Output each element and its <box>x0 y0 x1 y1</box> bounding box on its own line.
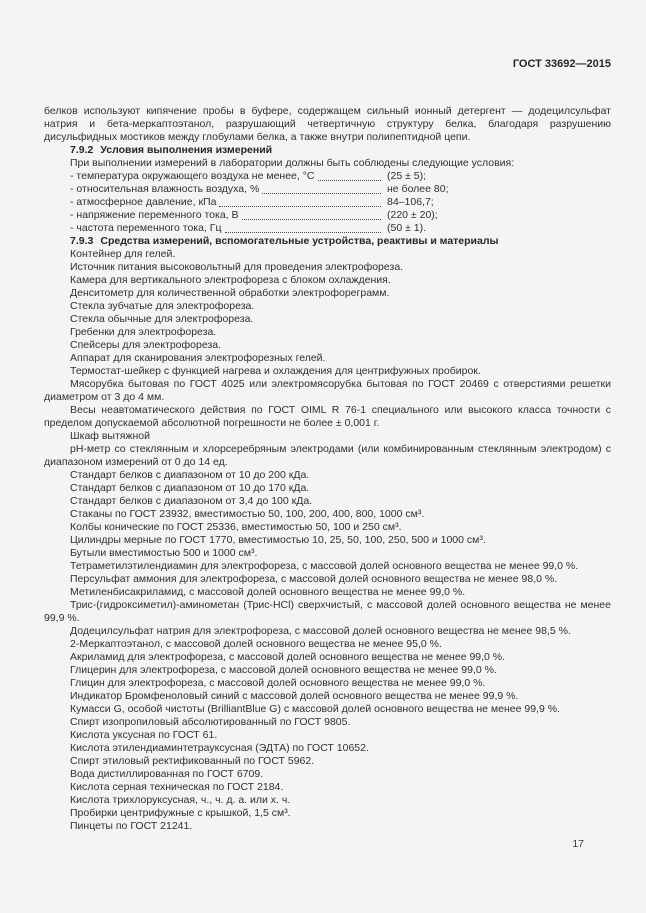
equipment-item: Мясорубка бытовая по ГОСТ 4025 или электромясорубка бытовая по ГОСТ 20469 с отверстиями решетки диаметром от 3 до 4 мм. <box>44 378 611 403</box>
condition-row <box>70 222 611 235</box>
equipment-item: Бутыли вместимостью 500 и 1000 см³. <box>70 547 258 559</box>
condition-row <box>70 209 611 222</box>
equipment-item: Акриламид для электрофореза, с массовой долей основного вещества не менее 99,0 %. <box>70 651 506 663</box>
equipment-item: Цилиндры мерные по ГОСТ 1770, вместимостью 10, 25, 50, 100, 250, 500 и 1000 см³. <box>70 534 486 546</box>
condition-lead <box>70 222 383 235</box>
equipment-item: Стандарт белков с диапазоном от 3,4 до 100 кДа. <box>70 495 313 507</box>
condition-value: (220 ± 20); <box>387 209 438 221</box>
conditions-list <box>44 170 611 235</box>
equipment-item: Индикатор Бромфеноловый синий с массовой долей основного вещества не менее 99,9 %. <box>70 690 519 702</box>
condition-value: 84–106,7; <box>387 196 434 208</box>
dotted-leader <box>242 209 381 220</box>
section-number: 7.9.2 <box>70 144 94 156</box>
section-title: Средства измерений, вспомогательные устройства, реактивы и материалы <box>100 235 499 247</box>
equipment-item: Стандарт белков с диапазоном от 10 до 200 кДа. <box>70 469 310 481</box>
equipment-item: Кислота уксусная по ГОСТ 61. <box>70 729 218 741</box>
condition-label: - частота переменного тока, Гц <box>70 222 222 234</box>
conditions-lead: При выполнении измерений в лаборатории должны быть соблюдены следующие условия: <box>70 157 515 169</box>
equipment-item: Стандарт белков с диапазоном от 10 до 170 кДа. <box>70 482 310 494</box>
equipment-item: Камера для вертикального электрофореза с блоком охлаждения. <box>70 274 391 286</box>
dotted-leader <box>318 170 381 181</box>
section-title: Условия выполнения измерений <box>100 144 273 156</box>
condition-row <box>70 170 611 183</box>
equipment-item: Кислота трихлоруксусная, ч., ч. д. а. или х. ч. <box>70 794 291 806</box>
equipment-item: Источник питания высоковольтный для проведения электрофореза. <box>70 261 404 273</box>
condition-value: не более 80; <box>387 183 449 195</box>
equipment-item: Глицерин для электрофореза, с массовой долей основного вещества не менее 99,0 %. <box>70 664 497 676</box>
condition-label: - напряжение переменного тока, В <box>70 209 239 221</box>
equipment-item: Додецилсульфат натрия для электрофореза, с массовой долей основного вещества не менее 98,5 %. <box>70 625 571 637</box>
page-header <box>44 58 611 71</box>
equipment-item: Кислота серная техническая по ГОСТ 2184. <box>70 781 284 793</box>
equipment-item: Шкаф вытяжной <box>70 430 150 442</box>
equipment-item: Контейнер для гелей. <box>70 248 176 260</box>
equipment-item: Аппарат для сканирования электрофорезных гелей. <box>70 352 326 364</box>
condition-lead <box>70 196 383 209</box>
condition-lead <box>70 209 383 222</box>
document-content <box>44 105 611 833</box>
dotted-leader <box>219 196 381 207</box>
equipment-item: Пинцеты по ГОСТ 21241. <box>70 820 193 832</box>
equipment-list <box>44 248 611 833</box>
condition-value: (25 ± 5); <box>387 170 427 182</box>
equipment-item: Метиленбисакриламид, с массовой долей основного вещества не менее 99,0 %. <box>70 586 466 598</box>
equipment-item: pH-метр со стеклянным и хлорсеребряным электродами (или комбинированным стеклянным электродом) с диапазоном измерений от 0 до 14 ед. <box>44 443 611 468</box>
equipment-item: Термостат-шейкер с функцией нагрева и охлаждения для центрифужных пробирок. <box>70 365 481 377</box>
equipment-item: Спирт изопропиловый абсолютированный по ГОСТ 9805. <box>70 716 351 728</box>
equipment-item: Весы неавтоматического действия по ГОСТ OIML R 76-1 специального или высокого класса точности с пределом допускаемой абсолютной погрешности не более ± 0,001 г. <box>44 404 611 429</box>
condition-label: - атмосферное давление, кПа <box>70 196 217 208</box>
section-heading-means <box>44 235 611 248</box>
equipment-item: Спирт этиловый ректификованный по ГОСТ 5962. <box>70 755 315 767</box>
page-number: 17 <box>572 838 584 850</box>
equipment-item: Колбы конические по ГОСТ 25336, вместимостью 50, 100 и 250 см³. <box>70 521 402 533</box>
equipment-item: Гребенки для электрофореза. <box>70 326 217 338</box>
equipment-item: Трис-(гидроксиметил)-аминометан (Трис-HCl) сверхчистый, с массовой долей основного вещества не менее 99,9 %. <box>44 599 611 624</box>
condition-lead <box>70 170 383 183</box>
equipment-item: Пробирки центрифужные с крышкой, 1,5 см³. <box>70 807 291 819</box>
condition-lead <box>70 183 383 196</box>
equipment-item: Вода дистиллированная по ГОСТ 6709. <box>70 768 264 780</box>
equipment-item: Тетраметилэтилендиамин для электрофореза, с массовой долей основного вещества не менее 99,0 %. <box>70 560 579 572</box>
dotted-leader <box>262 183 381 194</box>
condition-label: - температура окружающего воздуха не менее, °С <box>70 170 315 182</box>
equipment-item: 2-Меркаптоэтанол, с массовой долей основного вещества не менее 95,0 %. <box>70 638 442 650</box>
condition-row <box>70 183 611 196</box>
equipment-item: Денситометр для количественной обработки электрофореграмм. <box>70 287 390 299</box>
equipment-item: Глицин для электрофореза, с массовой долей основного вещества не менее 99,0 %. <box>70 677 486 689</box>
intro-paragraph: белков используют кипячение пробы в буфере, содержащем сильный ионный детергент — додецилсульфат натрия и бета-меркаптоэтанол, разрушающий четвертичную структуру белка, благодаря разрушению дисульфидных мостиков между глобулами белка, а также внутри полипептидной цепи. <box>44 105 611 143</box>
equipment-item: Кислота этилендиаминтетрауксусная (ЭДТА) по ГОСТ 10652. <box>70 742 369 754</box>
equipment-item: Персульфат аммония для электрофореза, с массовой долей основного вещества не менее 98,0 %. <box>70 573 558 585</box>
condition-value: (50 ± 1). <box>387 222 427 234</box>
document-code: ГОСТ 33692—2015 <box>512 58 611 70</box>
equipment-item: Стаканы по ГОСТ 23932, вместимостью 50, 100, 200, 400, 800, 1000 см³. <box>70 508 425 520</box>
equipment-item: Спейсеры для электрофореза. <box>70 339 222 351</box>
condition-row <box>70 196 611 209</box>
section-number: 7.9.3 <box>70 235 94 247</box>
condition-label: - относительная влажность воздуха, % <box>70 183 260 195</box>
equipment-item: Кумасси G, особой чистоты (BrilliantBlue G) с массовой долей основного вещества не менее 99,9 %. <box>70 703 560 715</box>
equipment-item: Стекла обычные для электрофореза. <box>70 313 254 325</box>
section-heading-conditions <box>44 144 611 157</box>
equipment-item: Стекла зубчатые для электрофореза. <box>70 300 255 312</box>
dotted-leader <box>225 222 381 233</box>
